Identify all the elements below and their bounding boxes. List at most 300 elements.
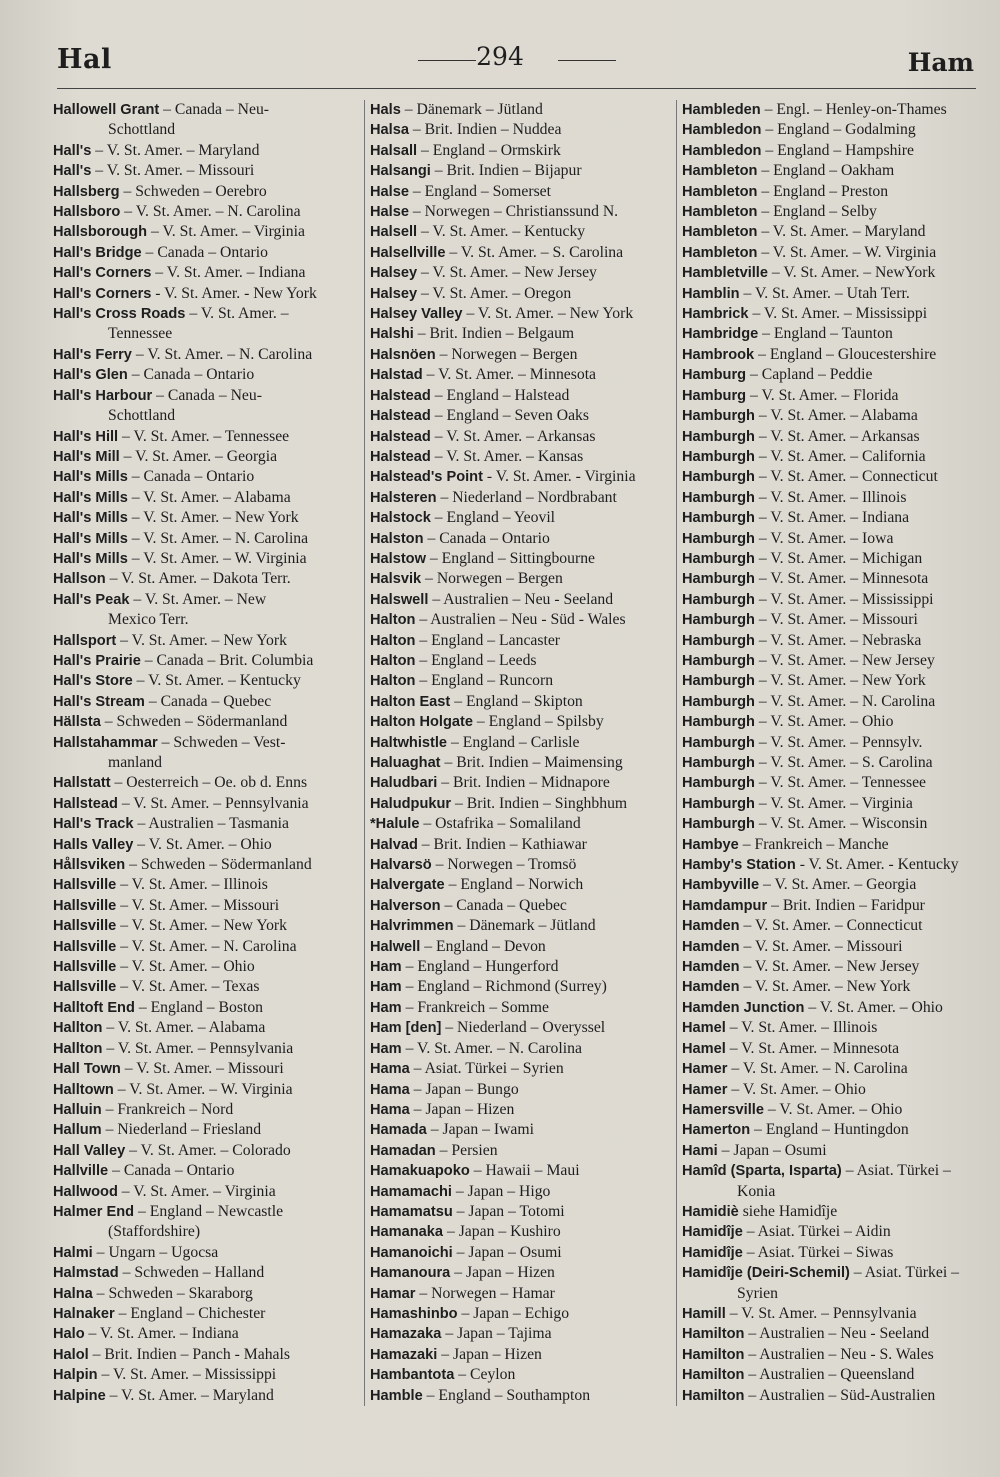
entry-name: Hallsville	[53, 897, 117, 914]
entry-name: Halvarsö	[370, 857, 432, 874]
entry-name: Halsell	[370, 224, 418, 241]
entry-name: Haludpukur	[370, 795, 452, 812]
entry-name: Hamazaka	[370, 1326, 442, 1343]
entry-name: Hall Valley	[53, 1142, 126, 1159]
entry-location: - V. St. Amer. - New York	[151, 284, 317, 302]
entry-name: Halmi	[53, 1244, 93, 1261]
gazetteer-entry	[370, 977, 675, 997]
gazetteer-entry	[53, 651, 359, 671]
gazetteer-entry	[53, 161, 359, 181]
gazetteer-entry	[53, 631, 359, 651]
gazetteer-entry	[682, 1386, 982, 1406]
gazetteer-entry	[53, 141, 359, 161]
entry-name: Halsteren	[370, 489, 437, 506]
entry-name: Halsa	[370, 122, 409, 139]
entry-name: Hambleton	[682, 183, 758, 200]
entry-name: Hall's Cross Roads	[53, 306, 186, 323]
entry-name: Hambleton	[682, 224, 758, 241]
gazetteer-entry	[53, 345, 359, 365]
entry-name: Hall Town	[53, 1061, 121, 1078]
gazetteer-entry	[682, 202, 982, 222]
entry-name: Halverson	[370, 897, 441, 914]
entry-name: Hallstead	[53, 795, 118, 812]
entry-location: – Persien	[435, 1141, 498, 1159]
gazetteer-entry	[53, 529, 359, 549]
gazetteer-entry	[370, 182, 675, 202]
entry-location: – V. St. Amer. – Oregon	[417, 284, 572, 302]
gazetteer-entry	[682, 1263, 982, 1304]
gazetteer-entry	[370, 1243, 675, 1263]
entry-name: Hall's Mills	[53, 510, 128, 527]
gazetteer-entry	[53, 427, 359, 447]
page-number: 294	[476, 42, 524, 71]
entry-name: Hall's Ferry	[53, 346, 132, 363]
gazetteer-entry	[370, 243, 675, 263]
gazetteer-entry	[682, 427, 982, 447]
entry-name: Hall's Mills	[53, 489, 128, 506]
gazetteer-entry	[370, 1263, 675, 1283]
gazetteer-entry	[53, 243, 359, 263]
entry-name: Halse	[370, 204, 409, 221]
entry-name: Hall's Hill	[53, 428, 119, 445]
entry-name: Halstead	[370, 428, 431, 445]
entry-name: Halsey	[370, 285, 418, 302]
entry-location: – Norwegen – Bergen	[421, 570, 563, 588]
gazetteer-entry	[53, 916, 359, 936]
gazetteer-entry	[682, 998, 982, 1018]
entry-name: Hambleden	[682, 102, 761, 118]
entry-location: – England – Selby	[757, 203, 877, 221]
entry-name: Halltown	[53, 1081, 114, 1098]
gazetteer-entry	[370, 957, 675, 977]
entry-name: Hamburgh	[682, 816, 755, 833]
column-3	[676, 100, 982, 1406]
gazetteer-entry	[53, 814, 359, 834]
gazetteer-entry	[682, 1222, 982, 1242]
gazetteer-entry	[370, 916, 675, 936]
entry-location: – Asiat. Türkei –	[849, 1264, 959, 1282]
gazetteer-entry	[53, 671, 359, 691]
entry-name: Hamburgh	[682, 795, 755, 812]
entry-location: – V. St. Amer. – New York	[754, 672, 926, 690]
entry-name: Hallum	[53, 1122, 102, 1139]
entry-name: Halton	[370, 673, 416, 690]
gazetteer-entry	[53, 590, 359, 631]
entry-name: Hamanoura	[370, 1265, 451, 1282]
entry-name: Ham	[370, 1040, 402, 1057]
entry-location: – Australien – Neu - Seeland	[744, 1325, 930, 1343]
gazetteer-entry	[370, 1059, 675, 1079]
entry-name: Hamanoichi	[370, 1244, 453, 1261]
entry-location: – Australien – Süd-Australien	[744, 1386, 936, 1404]
gazetteer-entry	[53, 1120, 359, 1140]
gazetteer-entry	[53, 304, 359, 345]
entry-location: – Brit. Indien – Singhbhum	[451, 794, 628, 812]
gazetteer-entry	[53, 977, 359, 997]
entry-location: – V. St. Amer. – Missouri	[91, 162, 255, 180]
entry-name: Halstock	[370, 510, 431, 527]
entry-location: – V. St. Amer. – Minnesota	[422, 366, 597, 384]
entry-location: – England – Yeovil	[430, 509, 556, 527]
entry-name: Halstad	[370, 367, 423, 384]
entry-continuation: Tennessee	[108, 325, 173, 343]
entry-location: – England – Leeds	[415, 651, 537, 669]
gazetteer-entry	[370, 896, 675, 916]
entry-location: – England – Runcorn	[415, 672, 554, 690]
entry-name: Hambledon	[682, 122, 762, 139]
gazetteer-entry	[682, 549, 982, 569]
gazetteer-entry	[370, 1182, 675, 1202]
entry-name: Hamidîje	[682, 1224, 743, 1241]
gazetteer-entry	[370, 549, 675, 569]
gazetteer-entry	[682, 1018, 982, 1038]
gazetteer-entry	[370, 733, 675, 753]
entry-location: – Capland – Peddie	[746, 366, 873, 384]
entry-name: Hamerton	[682, 1122, 751, 1139]
gazetteer-entry	[682, 120, 982, 140]
header-right-keyword: Ham	[907, 48, 974, 77]
gazetteer-entry	[682, 1345, 982, 1365]
entry-name: Hambledon	[682, 142, 762, 159]
entry-name: Hamble	[370, 1387, 423, 1404]
entry-location: – Niederland – Nordbrabant	[436, 488, 617, 506]
gazetteer-entry	[682, 855, 982, 875]
entry-location: – V. St. Amer. – Ohio	[804, 998, 943, 1016]
gazetteer-entry	[682, 651, 982, 671]
entry-location: – V. St. Amer. – Alabama	[127, 488, 291, 506]
entry-location: – England – Sittingbourne	[425, 549, 596, 567]
gazetteer-entry	[682, 814, 982, 834]
entry-location: – Schweden – Oerebro	[119, 182, 267, 200]
gazetteer-entry	[370, 1141, 675, 1161]
entry-location: – England – Devon	[420, 937, 546, 955]
entry-location: – Japan – Hizen	[409, 1100, 515, 1118]
entry-location: – England – Somerset	[408, 182, 551, 200]
entry-name: Hambyville	[682, 877, 760, 894]
entry-name: Hallsborough	[53, 224, 148, 241]
entry-name: Hamel	[682, 1020, 726, 1037]
gazetteer-entry	[682, 569, 982, 589]
gazetteer-entry	[370, 467, 675, 487]
gazetteer-entry	[53, 222, 359, 242]
entry-location: – Schweden – Södermanland	[125, 856, 312, 874]
entry-location: – V. St. Amer. – Mississippi	[754, 590, 934, 608]
entry-location: – V. St. Amer. – Dakota Terr.	[105, 570, 291, 588]
entry-location: – England – Godalming	[761, 121, 916, 139]
entry-location: – V. St. Amer. – Ohio	[754, 713, 894, 731]
gazetteer-entry	[682, 1202, 982, 1222]
gazetteer-entry	[370, 814, 675, 834]
entry-name: Halston	[370, 530, 424, 547]
entry-location: – V. St. Amer. – New York	[127, 509, 299, 527]
gazetteer-entry	[682, 141, 982, 161]
entry-name: Hambleton	[682, 244, 758, 261]
gazetteer-entry	[53, 1100, 359, 1120]
gazetteer-entry	[370, 488, 675, 508]
entry-location: – V. St. Amer. – Pennsylvania	[102, 1039, 294, 1057]
entry-name: Hamden	[682, 918, 740, 935]
entry-name: Ham	[370, 999, 402, 1016]
gazetteer-entry	[682, 671, 982, 691]
entry-location: – V. St. Amer. – N. Carolina	[754, 692, 936, 710]
entry-location: – Frankreich – Nord	[101, 1100, 234, 1118]
entry-location: – V. St. Amer. – Tennessee	[118, 427, 290, 445]
entry-name: Ham [den]	[370, 1020, 442, 1037]
entry-name: Hall's Corners	[53, 265, 152, 282]
entry-location: – Ostafrika – Somaliland	[419, 815, 581, 833]
gazetteer-entry	[370, 631, 675, 651]
gazetteer-entry	[682, 794, 982, 814]
entry-name: Hamamatsu	[370, 1203, 453, 1220]
gazetteer-entry	[682, 631, 982, 651]
entry-location: – V. St. Amer. – Indiana	[84, 1325, 239, 1343]
gazetteer-entry	[370, 263, 675, 283]
entry-name: Halsey Valley	[370, 306, 463, 323]
entry-name: Hall's	[53, 163, 92, 180]
entry-name: Hama	[370, 1081, 410, 1098]
gazetteer-entry	[682, 916, 982, 936]
gazetteer-entry	[370, 141, 675, 161]
gazetteer-entry	[370, 590, 675, 610]
entry-location: – V. St. Amer. – Michigan	[754, 549, 923, 567]
entry-location: – V. St. Amer. – Georgia	[759, 876, 917, 894]
entry-location: – England – Spilsby	[472, 713, 604, 731]
entry-name: Halvad	[370, 836, 418, 853]
entry-name: Hambletville	[682, 265, 768, 282]
entry-location: – V. St. Amer. – Kansas	[430, 447, 584, 465]
entry-location: – V. St. Amer. – Virginia	[117, 1182, 276, 1200]
gazetteer-entry	[370, 304, 675, 324]
entry-location: – V. St. Amer. – Connecticut	[754, 468, 938, 486]
entry-name: Hall's Harbour	[53, 387, 153, 404]
entry-location: – V. St. Amer. – Georgia	[119, 447, 278, 465]
entry-location: – V. St. Amer. – Arkansas	[430, 427, 596, 445]
gazetteer-entry	[53, 855, 359, 875]
gazetteer-entry	[53, 712, 359, 732]
entry-name: Halvrimmen	[370, 918, 454, 935]
entry-name: Halstead	[370, 448, 431, 465]
gazetteer-entry	[53, 1202, 359, 1243]
entry-name: Halsall	[370, 142, 418, 159]
gazetteer-entry	[682, 304, 982, 324]
entry-name: Hamilton	[682, 1387, 745, 1404]
entry-name: Hamburgh	[682, 530, 755, 547]
entry-continuation: (Staffordshire)	[108, 1223, 201, 1241]
entry-location: – V. St. Amer. – Alabama	[754, 407, 918, 425]
entry-location: – V. St. Amer. – Iowa	[754, 529, 894, 547]
gazetteer-entry	[682, 1304, 982, 1324]
entry-location: – V. St. Amer. – Connecticut	[739, 917, 923, 935]
gazetteer-entry	[53, 263, 359, 283]
entry-location: – Engl. – Henley-on-Thames	[760, 101, 947, 118]
entry-location: – England – Newcastle	[134, 1202, 284, 1220]
entry-name: Hall's Store	[53, 673, 133, 690]
entry-name: Halsellville	[370, 244, 446, 261]
entry-name: Halol	[53, 1346, 89, 1363]
entry-location: – V. St. Amer. – N. Carolina	[120, 203, 301, 221]
gazetteer-entry	[682, 1059, 982, 1079]
gazetteer-entry	[370, 569, 675, 589]
entry-name: Hallsville	[53, 918, 117, 935]
gazetteer-entry	[370, 345, 675, 365]
entry-name: Halo	[53, 1326, 85, 1343]
entry-name: Hamel	[682, 1040, 726, 1057]
gazetteer-entry	[682, 447, 982, 467]
entry-location: – Ceylon	[454, 1366, 516, 1384]
entry-name: Hallsport	[53, 632, 117, 649]
entry-location: – Australien – Neu - Süd - Wales	[415, 611, 626, 629]
entry-name: Hallsville	[53, 938, 117, 955]
gazetteer-entry	[53, 1080, 359, 1100]
entry-name: Hall's Mill	[53, 448, 120, 465]
entry-name: Hama	[370, 1101, 410, 1118]
gazetteer-entry	[370, 773, 675, 793]
entry-location: – V. St. Amer. – Ohio	[116, 958, 255, 976]
gazetteer-entry	[370, 1324, 675, 1344]
entry-location: – England – Norwich	[444, 876, 584, 894]
gazetteer-entry	[370, 1222, 675, 1242]
gazetteer-entry	[682, 263, 982, 283]
entry-location: – Canada – Ontario	[127, 366, 255, 384]
entry-location: – England – Boston	[134, 998, 264, 1016]
entry-name: Hall's Prairie	[53, 652, 141, 669]
entry-location: – Australien – Tasmania	[133, 815, 290, 833]
gazetteer-entry	[370, 427, 675, 447]
entry-name: Hambye	[682, 836, 739, 853]
gazetteer-entry	[370, 855, 675, 875]
entry-location: – V. St. Amer. – California	[754, 447, 926, 465]
gazetteer-entry	[53, 896, 359, 916]
entry-name: Halsangi	[370, 163, 431, 180]
entry-location: - V. St. Amer. - Virginia	[482, 468, 636, 486]
entry-continuation: Konia	[737, 1182, 776, 1200]
entry-name: Hambleton	[682, 163, 758, 180]
entry-name: Hall's Peak	[53, 591, 130, 608]
gazetteer-entry	[370, 120, 675, 140]
entry-location: – V. St. Amer. – Ohio	[133, 835, 272, 853]
gazetteer-entry	[53, 957, 359, 977]
entry-location: – V. St. Amer. – N. Carolina	[401, 1039, 582, 1057]
entry-name: Halton	[370, 632, 416, 649]
entry-location: – Brit. Indien – Bijapur	[430, 162, 582, 180]
entry-location: – V. St. Amer. – New	[129, 590, 267, 608]
entry-name: Hamadan	[370, 1142, 436, 1159]
entry-location: – Ungarn – Ugocsa	[92, 1243, 219, 1261]
gazetteer-entry	[53, 569, 359, 589]
entry-location: – Schweden – Vest-	[157, 733, 286, 751]
entry-name: Hamill	[682, 1305, 726, 1322]
entry-location: – V. St. Amer. – New Jersey	[417, 264, 597, 282]
entry-name: Hamburgh	[682, 693, 755, 710]
gazetteer-entry	[682, 1120, 982, 1140]
gazetteer-entry	[53, 182, 359, 202]
entry-location: – V. St. Amer. – Indiana	[151, 264, 306, 282]
entry-name: Halsvik	[370, 571, 422, 588]
entry-name: Hallson	[53, 571, 106, 588]
gazetteer-entry	[370, 1080, 675, 1100]
entry-location: – England – Skipton	[450, 692, 583, 710]
entry-name: Hamburgh	[682, 489, 755, 506]
gazetteer-entry	[682, 243, 982, 263]
entry-name: Hamburgh	[682, 673, 755, 690]
gazetteer-entry	[53, 365, 359, 385]
gazetteer-entry	[682, 1141, 982, 1161]
gazetteer-entry	[682, 284, 982, 304]
entry-name: Hamilton	[682, 1346, 745, 1363]
gazetteer-entry	[682, 324, 982, 344]
entry-name: Hama	[370, 1061, 410, 1078]
entry-name: Halton	[370, 652, 416, 669]
entry-name: Hamby's Station	[682, 857, 796, 874]
entry-location: – V. St. Amer. – Kentucky	[417, 223, 586, 241]
entry-name: Hamer	[682, 1061, 728, 1078]
entry-name: Halstead	[370, 408, 431, 425]
header-left-keyword: Hal	[57, 44, 112, 75]
entry-name: Halvergate	[370, 877, 445, 894]
entry-location: – Schweden – Halland	[118, 1264, 265, 1282]
entry-location: – V. St. Amer. – Pennsylv.	[754, 733, 923, 751]
gazetteer-entry	[370, 692, 675, 712]
entry-location: – V. St. Amer. – Missouri	[116, 896, 280, 914]
entry-name: Halltoft End	[53, 999, 135, 1016]
gazetteer-entry	[682, 610, 982, 630]
gazetteer-entry	[53, 998, 359, 1018]
entry-name: Hall's	[53, 142, 92, 159]
gazetteer-entry	[682, 753, 982, 773]
entry-name: Hallsville	[53, 959, 117, 976]
entry-location: – England – Ormskirk	[417, 141, 561, 159]
entry-location: – V. St. Amer. – Illinois	[116, 876, 268, 894]
gazetteer-entry	[370, 161, 675, 181]
entry-name: Hamblin	[682, 285, 740, 302]
entry-location: – Japan – Osumi	[717, 1141, 827, 1159]
gazetteer-entry	[682, 835, 982, 855]
gazetteer-entry	[53, 835, 359, 855]
entry-name: Halshi	[370, 326, 414, 343]
entry-name: Hamburg	[682, 367, 747, 384]
entry-name: Halse	[370, 183, 409, 200]
gazetteer-entry	[370, 1304, 675, 1324]
entry-location: – England – Halstead	[430, 386, 570, 404]
gazetteer-entry	[370, 202, 675, 222]
entry-location: – V. St. Amer. – Maryland	[91, 141, 260, 159]
entry-location: – V. St. Amer. – S. Carolina	[445, 243, 624, 261]
entry-name: Halstead	[370, 387, 431, 404]
entry-location: – V. St. Amer. – Indiana	[754, 509, 910, 527]
entry-location: – Oesterreich – Oe. ob d. Enns	[110, 774, 308, 792]
gazetteer-entry	[370, 794, 675, 814]
entry-name: Hällsta	[53, 714, 101, 731]
gazetteer-entry	[53, 773, 359, 793]
entry-name: Hami	[682, 1142, 718, 1159]
gazetteer-entry	[370, 671, 675, 691]
entry-location: – Canada – Brit. Columbia	[140, 651, 314, 669]
entry-name: Hamer	[682, 1081, 728, 1098]
entry-location: – V. St. Amer. – Illinois	[754, 488, 907, 506]
entry-location: – V. St. Amer. – Minnesota	[725, 1039, 900, 1057]
entry-name: Hall's Mills	[53, 550, 128, 567]
entry-location: – Japan – Osumi	[452, 1243, 562, 1261]
entry-name: Hamanaka	[370, 1224, 444, 1241]
entry-name: Hamamachi	[370, 1183, 452, 1200]
gazetteer-entry	[53, 1039, 359, 1059]
gazetteer-entry	[370, 937, 675, 957]
entry-location: – Norwegen – Bergen	[435, 345, 578, 363]
gazetteer-entry	[53, 937, 359, 957]
entry-location: – Hawaii – Maui	[469, 1162, 580, 1180]
entry-location: – V. St. Amer. – Florida	[746, 386, 899, 404]
entry-location: – Norwegen – Tromsö	[431, 856, 577, 874]
